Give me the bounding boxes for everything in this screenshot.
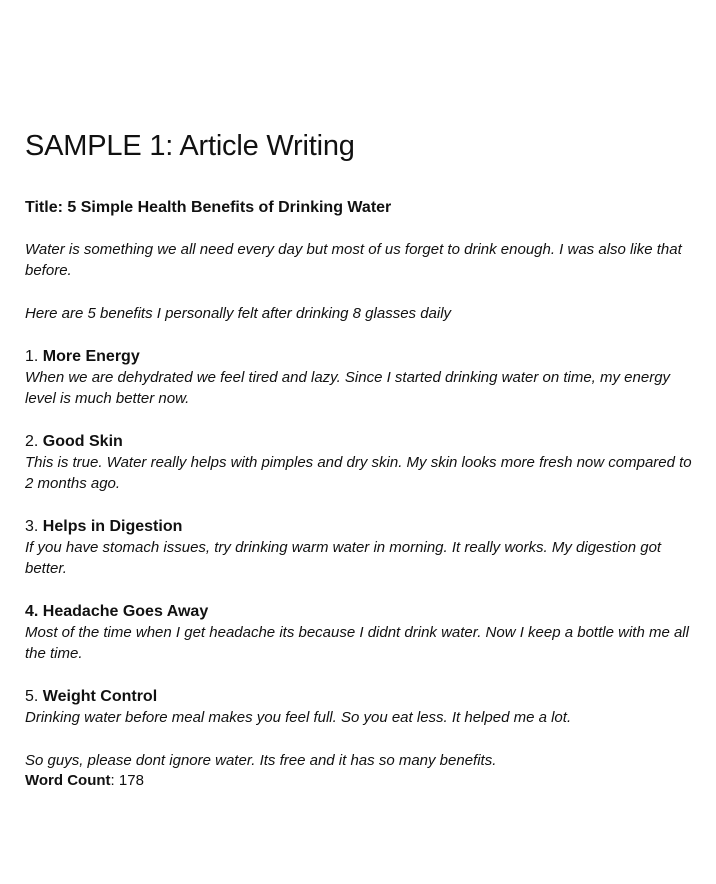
benefit-section-3 [25, 516, 697, 579]
benefit-name: Weight Control [42, 688, 158, 705]
benefit-section-5 [25, 686, 697, 728]
benefit-heading [25, 601, 697, 622]
benefit-name: Headache Goes Away [42, 603, 209, 620]
benefit-section-4 [25, 601, 697, 664]
benefit-heading [25, 346, 697, 367]
benefit-number: 1. [25, 348, 39, 365]
article-title: Title: 5 Simple Health Benefits of Drinking Water [25, 199, 392, 216]
benefit-body: Drinking water before meal makes you feel full. So you eat less. It helped me a lot. [25, 709, 572, 726]
benefit-number: 2. [25, 433, 39, 450]
benefit-heading [25, 431, 697, 452]
benefit-body: If you have stomach issues, try drinking warm water in morning. It really works. My digestion got better. [25, 539, 662, 577]
word-count-value: 178 [118, 772, 144, 789]
benefit-section-1 [25, 346, 697, 409]
benefit-heading [25, 516, 697, 537]
benefit-name: More Energy [42, 348, 140, 365]
benefit-number: 5. [25, 688, 39, 705]
benefit-section-2 [25, 431, 697, 494]
closing-paragraph: So guys, please dont ignore water. Its free and it has so many benefits. [25, 752, 497, 769]
page-heading: SAMPLE 1: Article Writing [25, 130, 355, 162]
word-count-label: Word Count [25, 772, 111, 789]
word-count: Word Count: 178 [25, 772, 144, 789]
benefit-number: 4. [25, 603, 39, 620]
intro-paragraph: Water is something we all need every day but most of us forget to drink enough. I was also like that before. [25, 241, 682, 279]
benefit-heading [25, 686, 697, 707]
benefit-body: Most of the time when I get headache its because I didnt drink water. Now I keep a bottle with me all the time. [25, 624, 689, 662]
benefit-name: Helps in Digestion [42, 518, 183, 535]
document-page [25, 128, 697, 791]
benefit-name: Good Skin [42, 433, 123, 450]
benefit-number: 3. [25, 518, 39, 535]
lead-paragraph: Here are 5 benefits I personally felt after drinking 8 glasses daily [25, 305, 452, 322]
benefit-body: When we are dehydrated we feel tired and lazy. Since I started drinking water on time, my energy level is much better now. [25, 369, 671, 407]
benefit-body: This is true. Water really helps with pimples and dry skin. My skin looks more fresh now compared to 2 months ago. [25, 454, 692, 492]
